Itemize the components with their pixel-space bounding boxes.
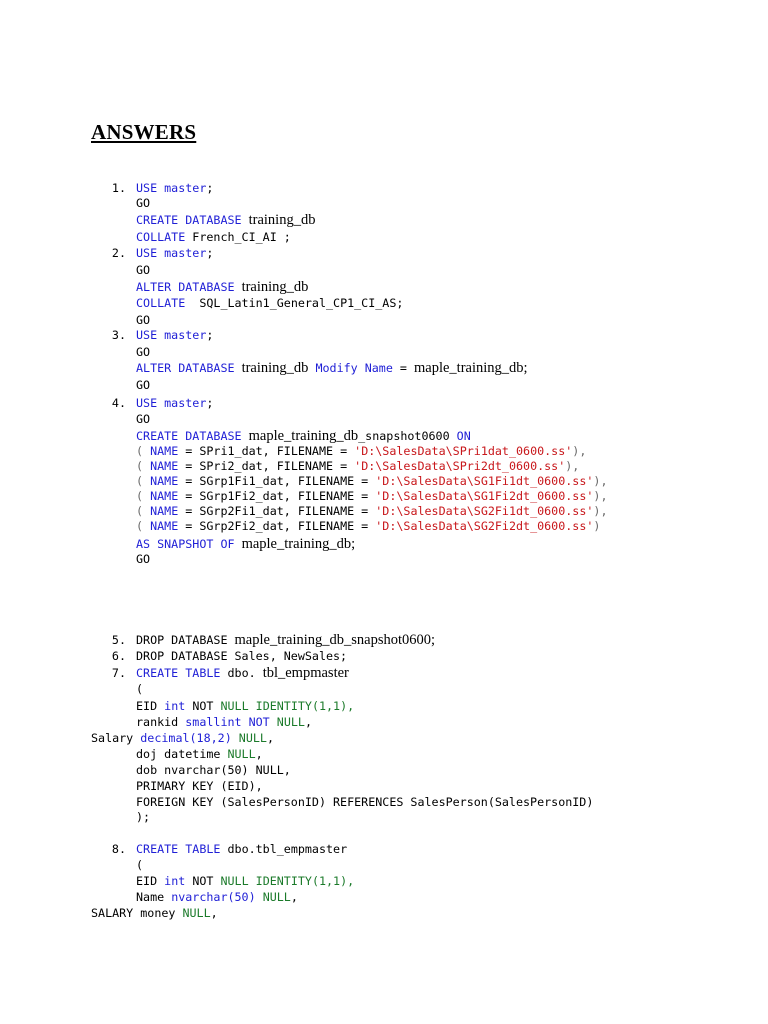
code-token: , (266, 731, 274, 745)
code-line (111, 648, 348, 664)
code-token: GO (136, 378, 151, 392)
code-token: = SGrp2Fi1_dat, FILENAME = (178, 504, 376, 518)
code-token: GO (136, 345, 151, 359)
code-token: 'D:\SalesData\SG1Fi2dt_0600.ss' (375, 489, 594, 503)
code-token: 'D:\SalesData\SG2Fi2dt_0600.ss' (375, 519, 594, 533)
code-token: ( (136, 459, 151, 473)
code-token: smallint (185, 715, 242, 729)
code-token (232, 731, 239, 745)
code-token: ; (206, 396, 214, 410)
code-token: GO (136, 412, 151, 426)
answer-number: 7. (111, 666, 126, 680)
code-token: ; (206, 246, 214, 260)
code-line (136, 262, 150, 278)
answer-number: 1. (111, 181, 126, 195)
code-token: CREATE TABLE (136, 666, 221, 680)
code-token: training_db (241, 360, 309, 376)
code-token: USE master (136, 181, 207, 195)
code-line (91, 730, 274, 746)
code-token: NAME (150, 444, 179, 458)
code-token: SQL_Latin1_General_CP1_CI_AS; (185, 296, 404, 310)
code-line (91, 905, 218, 921)
code-token: ), (593, 474, 608, 488)
code-token: _snapshot0600 (358, 429, 457, 443)
code-token: NOT (185, 874, 221, 888)
code-token: NOT (185, 699, 221, 713)
code-token: maple_training_db (248, 428, 359, 444)
code-line (136, 809, 150, 825)
code-token: training_db (248, 212, 316, 228)
code-line (111, 841, 348, 857)
code-token: maple_training_db; (241, 536, 356, 552)
answer-number: 4. (111, 396, 126, 410)
code-token: FOREIGN KEY (SalesPersonID) REFERENCES SalesPerson(SalesPersonID) (136, 795, 594, 809)
code-token: = SGrp1Fi2_dat, FILENAME = (178, 489, 376, 503)
code-token: , (210, 906, 218, 920)
code-line (136, 746, 263, 762)
code-token: PRIMARY KEY (EID), (136, 779, 263, 793)
code-token: = SPri2_dat, FILENAME = (178, 459, 355, 473)
code-token: training_db (241, 279, 309, 295)
code-token: decimal(18,2) (140, 731, 232, 745)
code-token: COLLATE (136, 230, 186, 244)
code-token: rankid (136, 715, 186, 729)
code-line (136, 778, 263, 794)
code-token: ; (206, 181, 214, 195)
code-line (136, 377, 150, 393)
code-token: 'D:\SalesData\SPri2dt_0600.ss' (354, 459, 566, 473)
code-token: ( (136, 474, 151, 488)
code-token: NULL (262, 890, 291, 904)
code-line (136, 443, 586, 459)
code-token: EID (136, 699, 165, 713)
code-token: CREATE TABLE (136, 842, 221, 856)
code-token: dbo. (220, 666, 263, 680)
code-token: ( (136, 682, 144, 696)
answer-number: 6. (111, 649, 126, 663)
code-line (136, 212, 315, 228)
code-line (111, 632, 436, 648)
code-line (136, 279, 308, 295)
code-line (136, 857, 143, 873)
code-line (136, 344, 150, 360)
code-line (111, 665, 349, 681)
code-token: = SPri1_dat, FILENAME = (178, 444, 355, 458)
code-token: ALTER DATABASE (136, 280, 235, 294)
code-token: NAME (150, 504, 179, 518)
code-line (136, 312, 150, 328)
code-token (242, 429, 249, 443)
code-token: NAME (150, 474, 179, 488)
code-token (235, 361, 242, 375)
code-token: maple_training_db; (414, 360, 528, 376)
code-token: dob nvarchar(50) NULL, (136, 763, 291, 777)
code-token: SALARY money (91, 906, 183, 920)
answer-number: 8. (111, 842, 126, 856)
code-token: French_CI_AI ; (185, 230, 291, 244)
code-line (136, 503, 607, 519)
code-token: ), (572, 444, 587, 458)
code-token: DROP DATABASE Sales, NewSales; (136, 649, 348, 663)
code-token (235, 280, 242, 294)
code-token (270, 715, 277, 729)
code-token: ; (206, 328, 214, 342)
code-token: , (304, 715, 312, 729)
code-line (136, 714, 312, 730)
code-token: , (290, 890, 298, 904)
code-token: COLLATE (136, 296, 186, 310)
code-token: AS SNAPSHOT OF (136, 537, 235, 551)
code-token: ( (136, 504, 151, 518)
code-token: NOT (248, 715, 270, 729)
code-token: ( (136, 858, 144, 872)
code-line (136, 458, 579, 474)
code-token: CREATE DATABASE (136, 213, 242, 227)
answer-number: 2. (111, 246, 126, 260)
code-token (256, 890, 263, 904)
code-token: doj datetime (136, 747, 228, 761)
code-token: CREATE DATABASE (136, 429, 242, 443)
code-token: NAME (150, 459, 179, 473)
code-line (136, 794, 593, 810)
code-line (136, 488, 607, 504)
code-token: ON (456, 429, 471, 443)
code-token: GO (136, 313, 151, 327)
code-token: Salary (91, 731, 141, 745)
code-token: ( (136, 519, 151, 533)
code-token: GO (136, 196, 151, 210)
code-line (111, 395, 214, 411)
code-token: = SGrp1Fi1_dat, FILENAME = (178, 474, 376, 488)
code-line (136, 889, 298, 905)
code-line (136, 698, 354, 714)
code-token: NULL IDENTITY(1,1), (220, 699, 355, 713)
code-token: NULL (227, 747, 256, 761)
code-token: ) (593, 519, 601, 533)
code-token: USE master (136, 246, 207, 260)
code-token: NAME (150, 519, 179, 533)
code-line (136, 762, 291, 778)
code-token: NULL (238, 731, 267, 745)
code-token: ), (593, 489, 608, 503)
code-line (111, 180, 214, 196)
code-token: tbl_empmaster (262, 665, 349, 681)
code-line (111, 327, 214, 343)
code-token: = (392, 361, 414, 375)
code-token: GO (136, 263, 151, 277)
code-token: NULL IDENTITY(1,1), (220, 874, 355, 888)
code-token: NULL (182, 906, 211, 920)
code-token: 'D:\SalesData\SG1Fi1dt_0600.ss' (375, 474, 594, 488)
code-line (136, 518, 600, 534)
code-line (136, 195, 150, 211)
code-token: , (255, 747, 263, 761)
code-token: 'D:\SalesData\SG2Fi1dt_0600.ss' (375, 504, 594, 518)
code-token: Modify Name (315, 361, 393, 375)
code-token: ( (136, 489, 151, 503)
code-token: 'D:\SalesData\SPri1dat_0600.ss' (354, 444, 573, 458)
code-token: USE master (136, 328, 207, 342)
code-token: ), (593, 504, 608, 518)
code-token: DROP DATABASE (136, 633, 235, 647)
code-token (242, 715, 249, 729)
code-line (111, 245, 214, 261)
code-token: ); (136, 810, 151, 824)
code-token: maple_training_db_snapshot0600; (234, 632, 436, 648)
code-line (136, 536, 355, 552)
answer-number: 3. (111, 328, 126, 342)
code-line (136, 360, 528, 376)
code-token: ), (565, 459, 580, 473)
code-line (136, 873, 354, 889)
page-title: ANSWERS (91, 120, 197, 144)
code-token: nvarchar(50) (171, 890, 256, 904)
code-token: GO (136, 552, 151, 566)
answer-number: 5. (111, 633, 126, 647)
code-token: ( (136, 444, 151, 458)
code-line (136, 428, 471, 444)
code-line (136, 473, 607, 489)
code-line (136, 551, 150, 567)
code-token: = SGrp2Fi2_dat, FILENAME = (178, 519, 376, 533)
code-line (136, 229, 291, 245)
code-token: int (164, 699, 186, 713)
code-token: ALTER DATABASE (136, 361, 235, 375)
code-token: USE master (136, 396, 207, 410)
code-token: EID (136, 874, 165, 888)
code-line (136, 295, 403, 311)
code-token: int (164, 874, 186, 888)
code-token: NULL (276, 715, 305, 729)
code-line (136, 681, 143, 697)
code-token (242, 213, 249, 227)
code-token: Name (136, 890, 172, 904)
code-line (136, 411, 150, 427)
code-token: NAME (150, 489, 179, 503)
code-token: dbo.tbl_empmaster (220, 842, 348, 856)
code-token (235, 537, 242, 551)
